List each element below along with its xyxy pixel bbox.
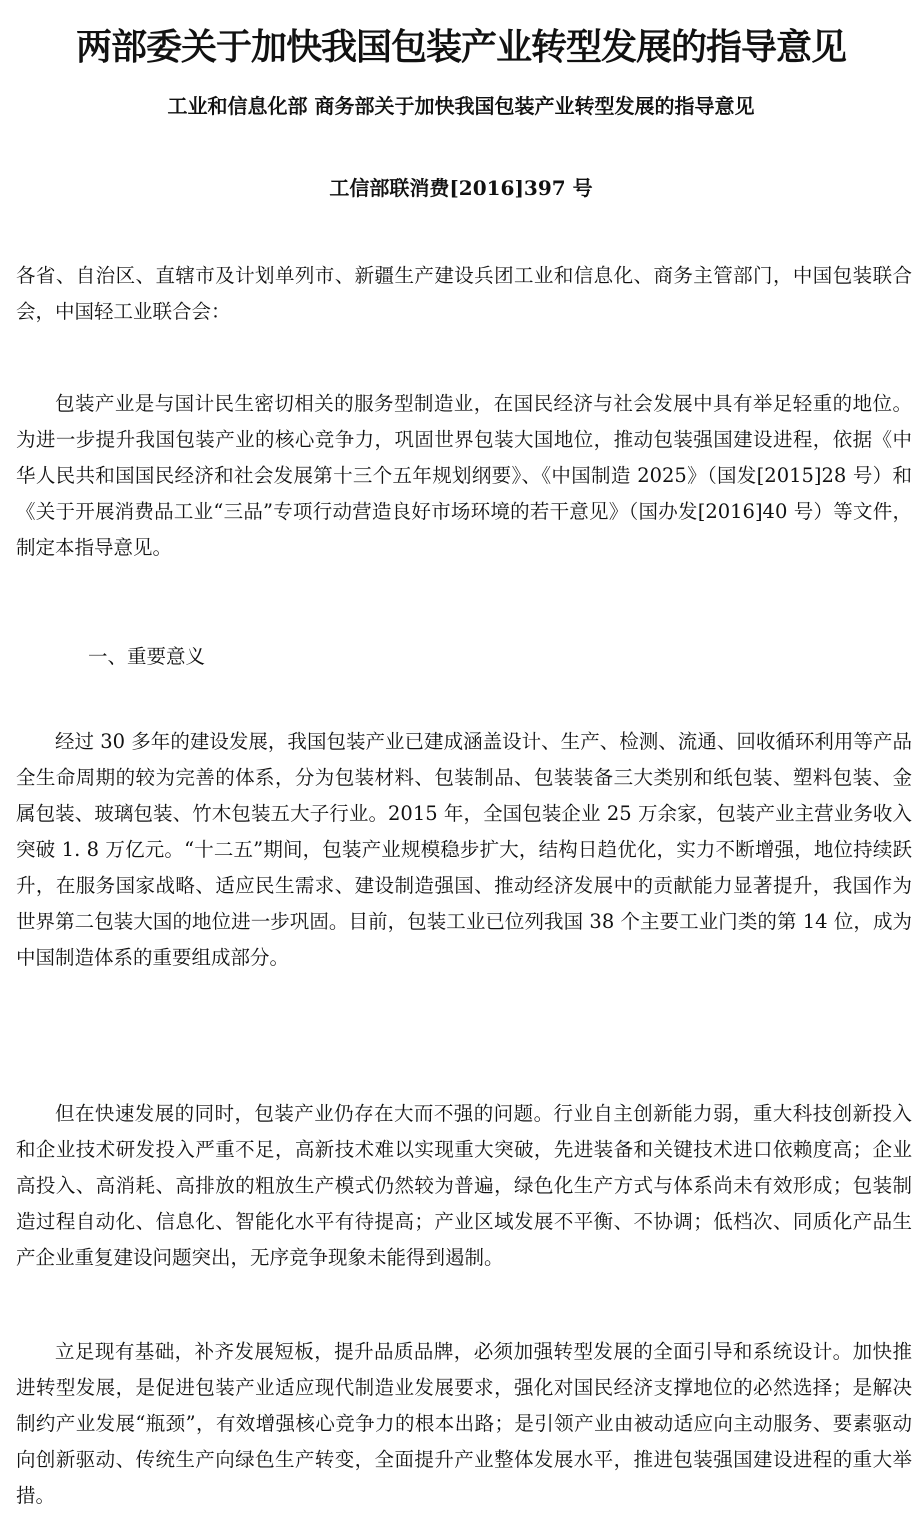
main-title: 两部委关于加快我国包装产业转型发展的指导意见 — [75, 27, 846, 68]
document-subtitle: 工业和信息化部 商务部关于加快我国包装产业转型发展的指导意见 — [167, 94, 755, 118]
section-heading-importance: 一、重要意义 — [88, 645, 206, 668]
document-number: 工信部联消费[2016]397 号 — [329, 176, 593, 200]
body-paragraph-problems: 但在快速发展的同时，包装产业仍存在大而不强的问题。行业自主创新能力弱，重大科技创新投入和企业技术研发投入严重不足，高新技术难以实现重大突破，先进装备和关键技术进口依赖度高；企业高投入、高消耗、高排放的粗放生产模式仍然较为普遍，绿色化生产方式与体系尚未有效形成；包装制造过程自动化、信息化、智能化水平有待提高；产业区域发展不平衡、不协调；低档次、同质化产品生产企业重复建设问题突出，无序竞争现象未能得到遏制。 — [16, 1102, 912, 1269]
body-paragraph-development: 经过 30 多年的建设发展，我国包装产业已建成涵盖设计、生产、检测、流通、回收循环利用等产品全生命周期的较为完善的体系，分为包装材料、包装制品、包装装备三大类别和纸包装、塑料包装、金属包装、玻璃包装、竹木包装五大子行业。2015 年，全国包装企业 25 万余家，包装产业主营业务收入突破 1. 8 万亿元。“十二五”期间，包装产业规模稳步扩大，结构日趋优化，实力不断增强，地位持续跃升，在服务国家战略、适应民生需求、建设制造强国、推动经济发展中的贡献能力显著提升，我国作为世界第二包装大国的地位进一步巩固。目前，包装工业已位列我国 38 个主要工业门类的第 14 位，成为中国制造体系的重要组成部分。 — [16, 730, 912, 969]
body-paragraph-transformation: 立足现有基础，补齐发展短板，提升品质品牌，必须加强转型发展的全面引导和系统设计。加快推进转型发展，是促进包装产业适应现代制造业发展要求，强化对国民经济支撑地位的必然选择；是解决制约产业发展“瓶颈”，有效增强核心竞争力的根本出路；是引领产业由被动适应向主动服务、要素驱动向创新驱动、传统生产向绿色生产转变，全面提升产业整体发展水平，推进包装强国建设进程的重大举措。 — [16, 1340, 912, 1507]
addressee-paragraph: 各省、自治区、直辖市及计划单列市、新疆生产建设兵团工业和信息化、商务主管部门，中国包装联合会，中国轻工业联合会： — [16, 264, 912, 323]
intro-paragraph: 包装产业是与国计民生密切相关的服务型制造业，在国民经济与社会发展中具有举足轻重的地位。为进一步提升我国包装产业的核心竞争力，巩固世界包装大国地位，推动包装强国建设进程，依据《中华人民共和国国民经济和社会发展第十三个五年规划纲要》、《中国制造 2025》（国发[2015]28 号）和《关于开展消费品工业“三品”专项行动营造良好市场环境的若干意见》（国办发[2016]40 号）等文件，制定本指导意见。 — [16, 392, 912, 559]
